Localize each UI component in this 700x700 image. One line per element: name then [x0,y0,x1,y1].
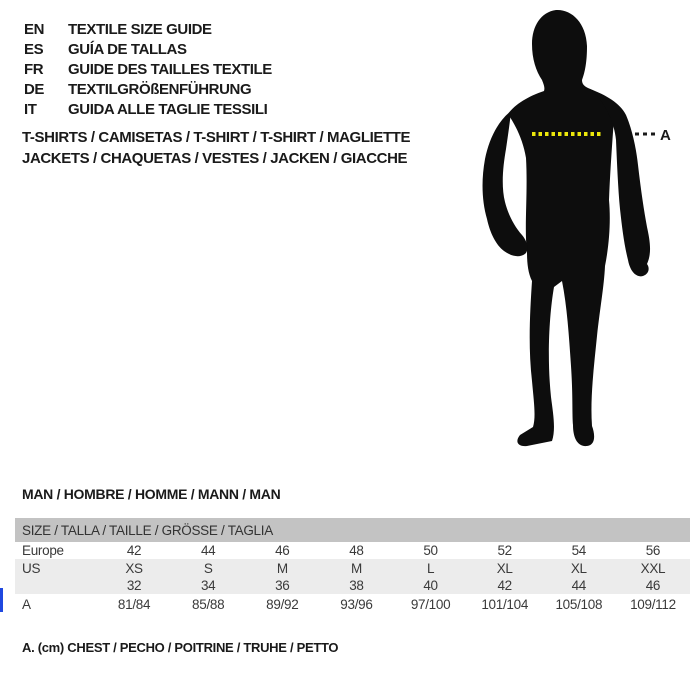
language-row-en [24,19,272,39]
language-title: TEXTILE SIZE GUIDE [68,20,212,38]
table-row-us [15,559,690,577]
size-cell: 46 [245,542,319,559]
left-edge-marker [0,588,3,612]
section-title-man: MAN / HOMBRE / HOMME / MANN / MAN [22,486,281,502]
category-tshirts: T-SHIRTS / CAMISETAS / T-SHIRT / T-SHIRT / MAGLIETTE [22,129,411,146]
size-cell: 93/96 [319,594,393,614]
language-row-de [24,79,272,99]
language-code: DE [24,80,45,98]
size-cell: 109/112 [616,594,690,614]
size-cell: 48 [319,542,393,559]
size-cell: 54 [542,542,616,559]
size-cell: L [394,559,468,577]
language-row-it [24,99,272,119]
size-cell: 46 [616,577,690,594]
row-label: Europe [15,542,97,559]
size-cell: 85/88 [171,594,245,614]
language-code: ES [24,40,44,58]
size-table-header: SIZE / TALLA / TAILLE / GRÖSSE / TAGLIA [15,518,690,542]
size-cell: M [245,559,319,577]
size-cell: 101/104 [468,594,542,614]
row-label: A [15,594,97,614]
size-cell: XXL [616,559,690,577]
size-cell: 38 [319,577,393,594]
size-table-header-row [15,518,690,542]
size-cell: S [171,559,245,577]
size-cell: 105/108 [542,594,616,614]
size-cell: XL [542,559,616,577]
language-title: GUÍA DE TALLAS [68,40,187,58]
male-silhouette-icon [470,0,700,490]
row-label: US [15,559,97,577]
size-cell: 42 [468,577,542,594]
language-list [24,19,272,119]
size-cell: 40 [394,577,468,594]
silhouette-body [508,10,614,446]
measure-label-a: A [660,127,671,144]
size-cell: 50 [394,542,468,559]
language-title: GUIDA ALLE TAGLIE TESSILI [68,100,268,118]
size-cell: XS [97,559,171,577]
size-cell: M [319,559,393,577]
footnote-chest-legend: A. (cm) CHEST / PECHO / POITRINE / TRUHE / PETTO [22,640,339,655]
size-cell: 52 [468,542,542,559]
male-silhouette-figure [470,0,700,490]
size-cell: 89/92 [245,594,319,614]
size-cell: 32 [97,577,171,594]
language-code: EN [24,20,45,38]
size-cell: 56 [616,542,690,559]
language-code: IT [24,100,37,118]
language-code: FR [24,60,44,78]
size-cell: 42 [97,542,171,559]
category-list [22,127,410,169]
table-row-numeric [15,577,690,594]
row-label [15,577,97,594]
size-cell: 36 [245,577,319,594]
size-cell: 34 [171,577,245,594]
size-cell: 81/84 [97,594,171,614]
table-row-chest-a [15,594,690,614]
category-jackets: JACKETS / CHAQUETAS / VESTES / JACKEN / GIACCHE [22,150,408,167]
size-cell: 97/100 [394,594,468,614]
size-cell: 44 [171,542,245,559]
size-cell: 44 [542,577,616,594]
language-row-fr [24,59,272,79]
table-row-europe [15,542,690,559]
language-title: GUIDE DES TAILLES TEXTILE [68,60,272,78]
size-cell: XL [468,559,542,577]
language-title: TEXTILGRÖßENFÜHRUNG [68,80,252,98]
language-row-es [24,39,272,59]
size-table [15,518,690,614]
